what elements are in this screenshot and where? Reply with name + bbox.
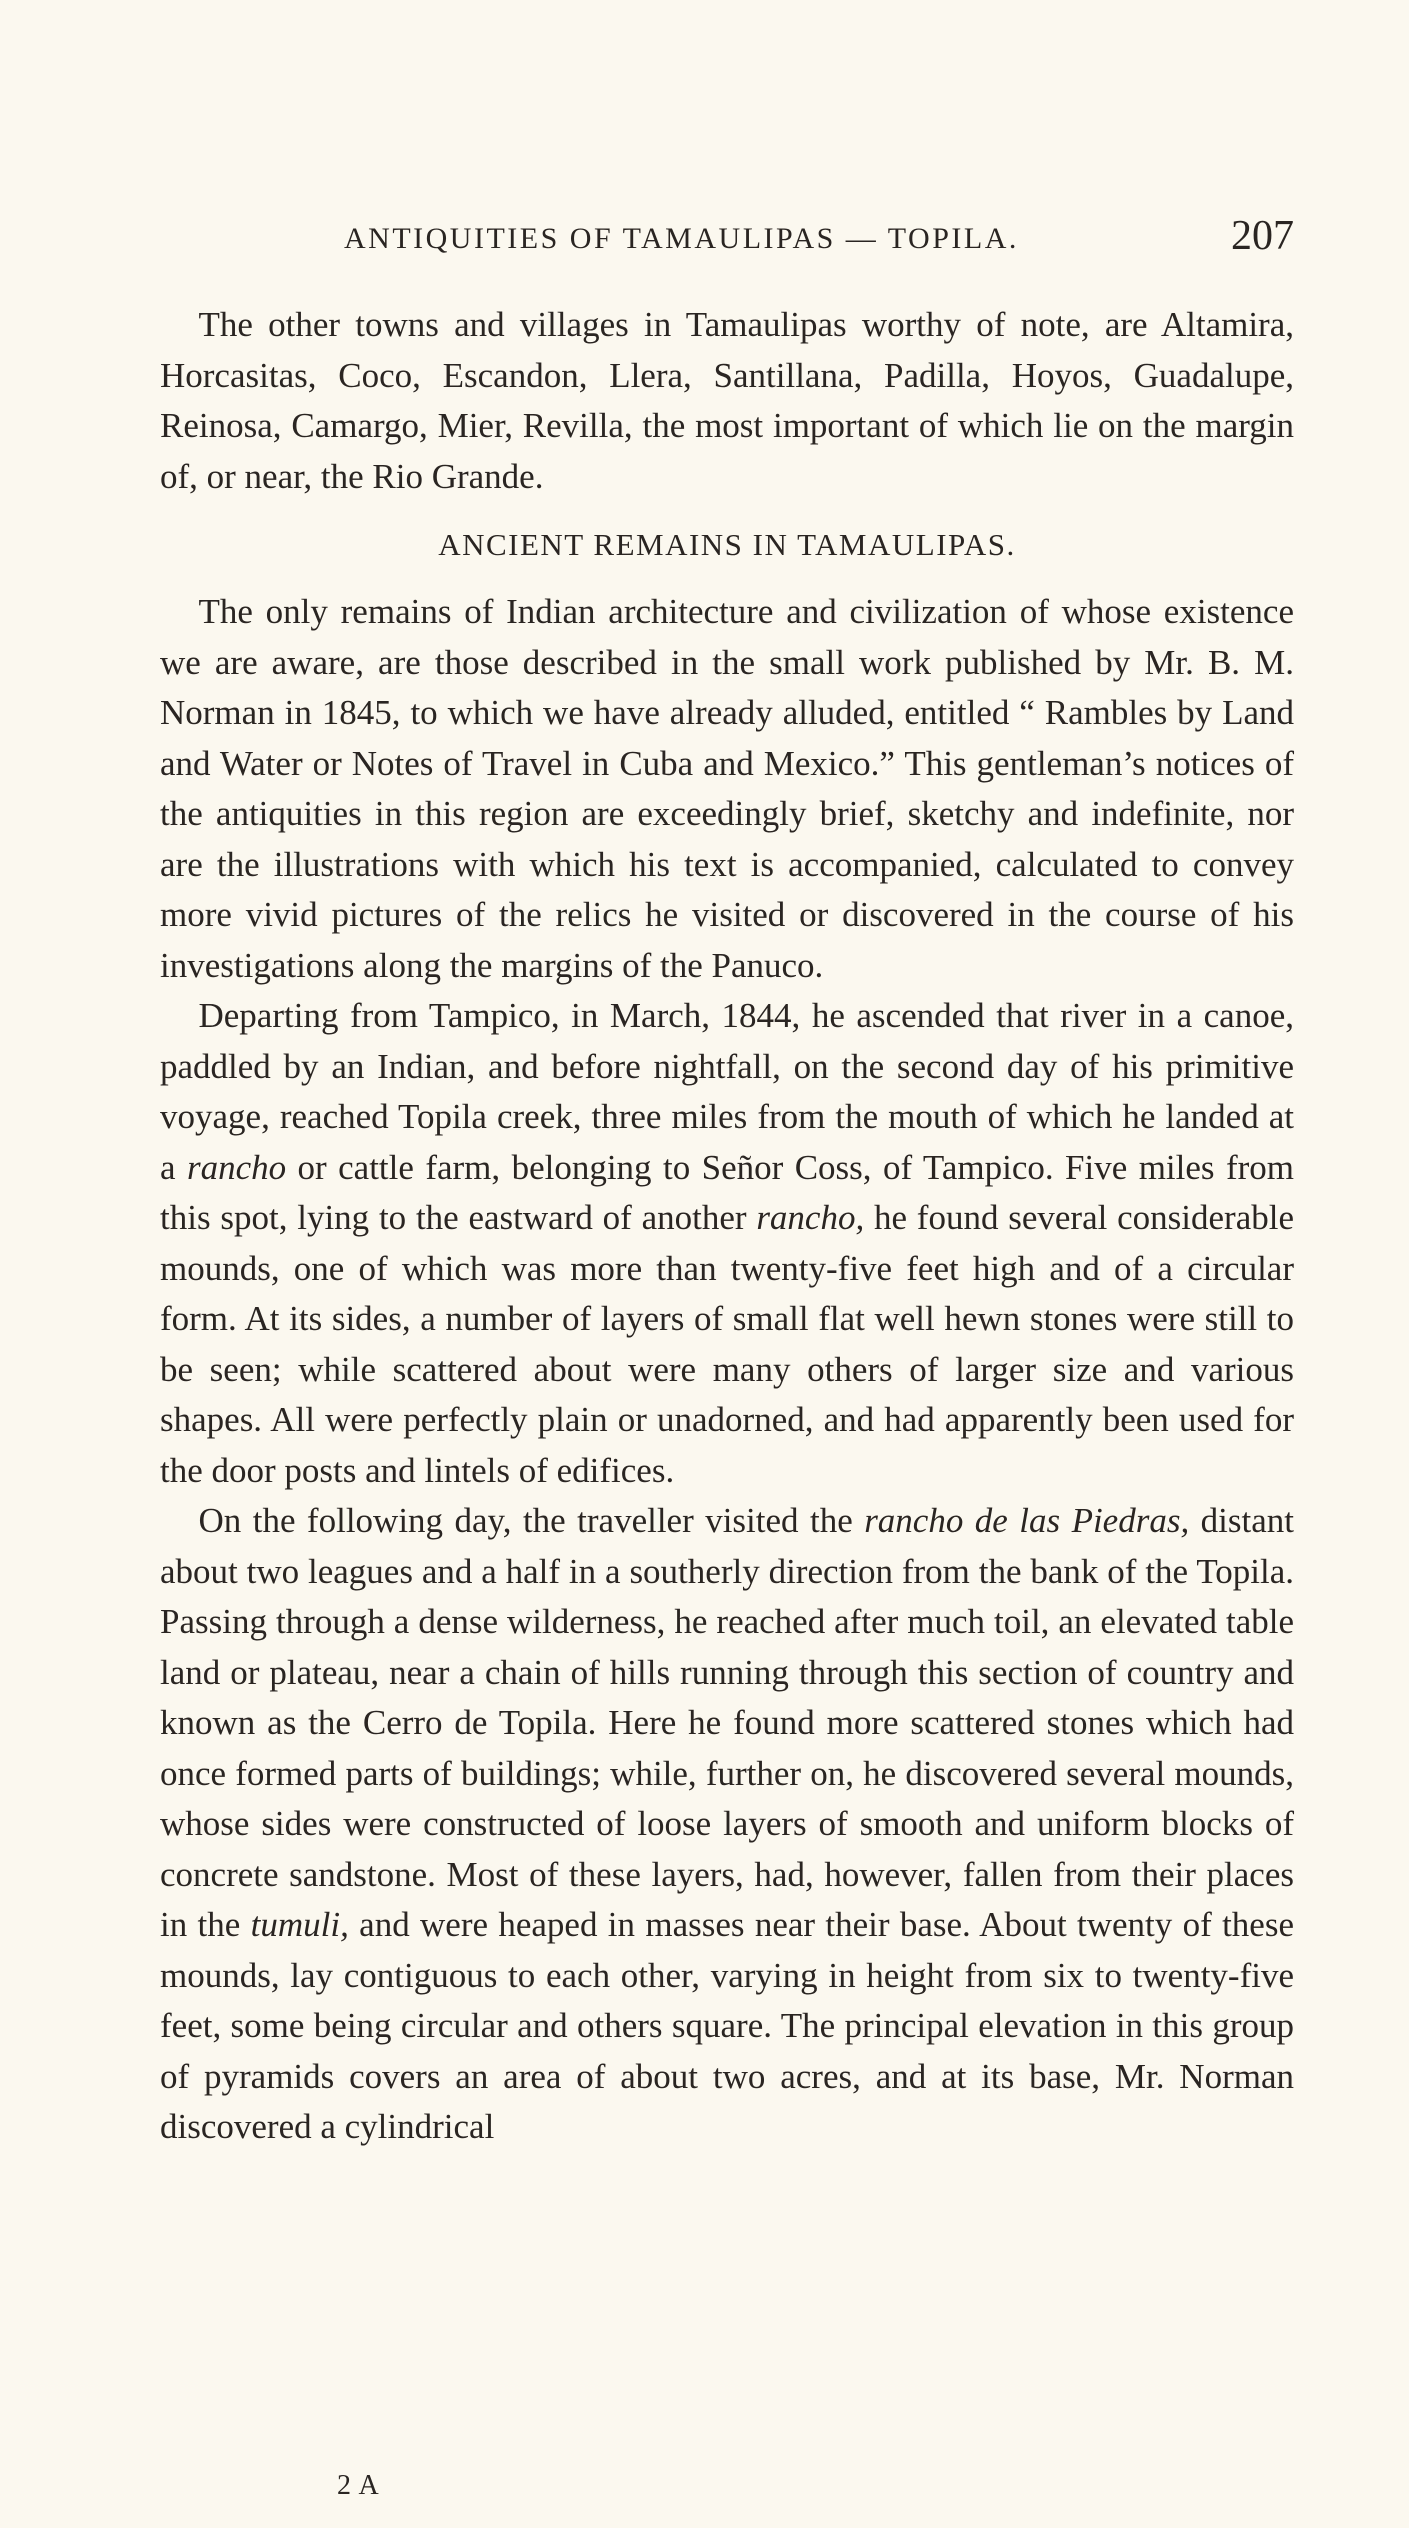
text-run: and were heaped in masses near their base. About twenty of these mounds, lay contiguous to each other, varying in height from six to twenty-five feet, some being circular and others square. The principal elevation in this group of pyramids covers an area of about two acres, and at its base, Mr. Norman discovered a cylindrical — [160, 1905, 1294, 2146]
page-number: 207 — [1231, 213, 1294, 259]
italic-term: rancho de las Piedras, — [864, 1501, 1190, 1540]
paragraph-towns: The other towns and villages in Tamaulipas worthy of note, are Altamira, Horcasitas, Coco, Escandon, Llera, Santillana, Padilla, Hoyos, Guadalupe, Reinosa, Camargo, Mier, Revilla, the most important of which lie on the margin of, or near, the Rio Grande. — [160, 305, 1294, 496]
text-run: or cattle farm, belonging to Señor Coss, of Tampico. Five miles from this spot, lying to the eastward of another — [160, 1147, 1294, 1237]
paragraph-departure — [160, 991, 1294, 1496]
section-heading: ANCIENT REMAINS IN TAMAULIPAS. — [438, 527, 1016, 562]
signature-mark: 2 A — [337, 2470, 380, 2501]
text-run: distant about two leagues and a half in a southerly direction from the bank of the Topila. Passing through a dense wilderness, he reached after much toil, an elevated table land or plateau, near a chain of hills running through this section of country and known as the Cerro de Topila. Here he found more scattered stones which had once formed parts of buildings; while, further on, he discovered several mounds, whose sides were constructed of loose layers of smooth and uniform blocks of concrete sandstone. Most of these layers, had, however, fallen from their places in the — [160, 1501, 1294, 1944]
text-run: he found several considerable mounds, one of which was more than twenty-five feet high and of a circular form. At its sides, a number of layers of small flat well hewn stones were still to be seen; while scattered about were many others of larger size and various shapes. All were perfectly plain or unadorned, and had apparently been used for the door posts and lintels of edifices. — [160, 1198, 1294, 1490]
running-head — [344, 213, 1294, 259]
text-run: Departing from Tampico, in March, 1844, he ascended that river in a canoe, paddled by an Indian, and before nightfall, on the second day of his primitive voyage, reached Topila creek, three miles from the mouth of which he landed at a — [160, 996, 1294, 1187]
italic-term: rancho, — [756, 1198, 865, 1237]
running-title: ANTIQUITIES OF TAMAULIPAS — TOPILA. — [344, 222, 1019, 255]
paragraph-following-day — [160, 1496, 1294, 2153]
text-run: On the following day, the traveller visited the — [198, 1501, 865, 1540]
italic-term: rancho — [186, 1147, 287, 1187]
paragraph-remains: The only remains of Indian architecture and civilization of whose existence we are aware, are those described in the small work published by Mr. B. M. Norman in 1845, to which we have already alluded, entitled “ Rambles by Land and Water or Notes of Travel in Cuba and Mexico.” This gentleman’s notices of the antiquities in this region are exceedingly brief, sketchy and indefinite, nor are the illustrations with which his text is accompanied, calculated to convey more vivid pictures of the relics he visited or discovered in the course of his investigations along the margins of the Panuco. — [160, 592, 1294, 985]
italic-term: tumuli, — [250, 1905, 349, 1944]
body-text — [160, 300, 1294, 2153]
